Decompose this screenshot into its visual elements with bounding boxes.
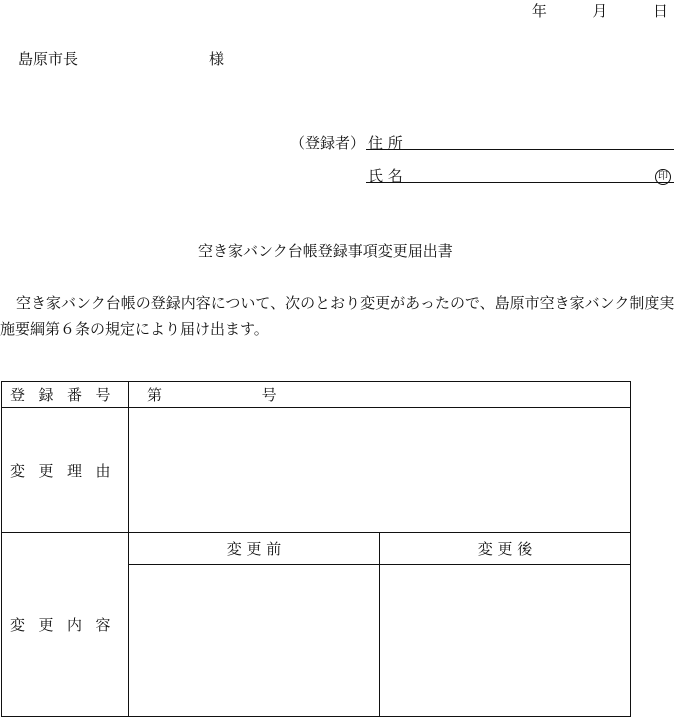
content-label: 変更内容 <box>2 533 129 717</box>
address-label: 住 所 <box>368 134 403 152</box>
date-day: 日 <box>652 2 668 20</box>
body-text: 空き家バンク台帳の登録内容について、次のとおり変更があったので、島原市空き家バンク制度実施要綱第６条の規定により届け出ます。 <box>0 294 675 338</box>
addressee-name: 島原市長 <box>18 50 79 68</box>
before-header: 変 更 前 <box>129 533 380 565</box>
registration-change-table <box>1 381 631 717</box>
reg-number-suffix: 号 <box>261 386 277 404</box>
address-line <box>366 149 674 150</box>
date-year: 年 <box>531 2 547 20</box>
reg-number-field[interactable] <box>129 382 631 408</box>
name-label: 氏 名 <box>368 167 403 185</box>
reason-label: 変更理由 <box>2 408 129 533</box>
addressee-honorific: 様 <box>209 50 225 68</box>
reg-number-prefix: 第 <box>147 386 163 404</box>
row-registration-number <box>2 382 631 408</box>
reg-number-label: 登録番号 <box>2 382 129 408</box>
name-line <box>366 182 674 183</box>
registrant-label: （登録者） <box>290 134 366 152</box>
date-month: 月 <box>592 2 608 20</box>
document-title: 空き家バンク台帳登録事項変更届出書 <box>198 242 453 260</box>
reason-field[interactable] <box>129 408 631 533</box>
seal-icon: 印 <box>655 169 671 185</box>
before-field[interactable] <box>129 565 380 717</box>
row-change-content-header <box>2 533 631 565</box>
after-field[interactable] <box>380 565 631 717</box>
date-line <box>532 0 668 21</box>
after-header: 変 更 後 <box>380 533 631 565</box>
row-change-reason <box>2 408 631 533</box>
